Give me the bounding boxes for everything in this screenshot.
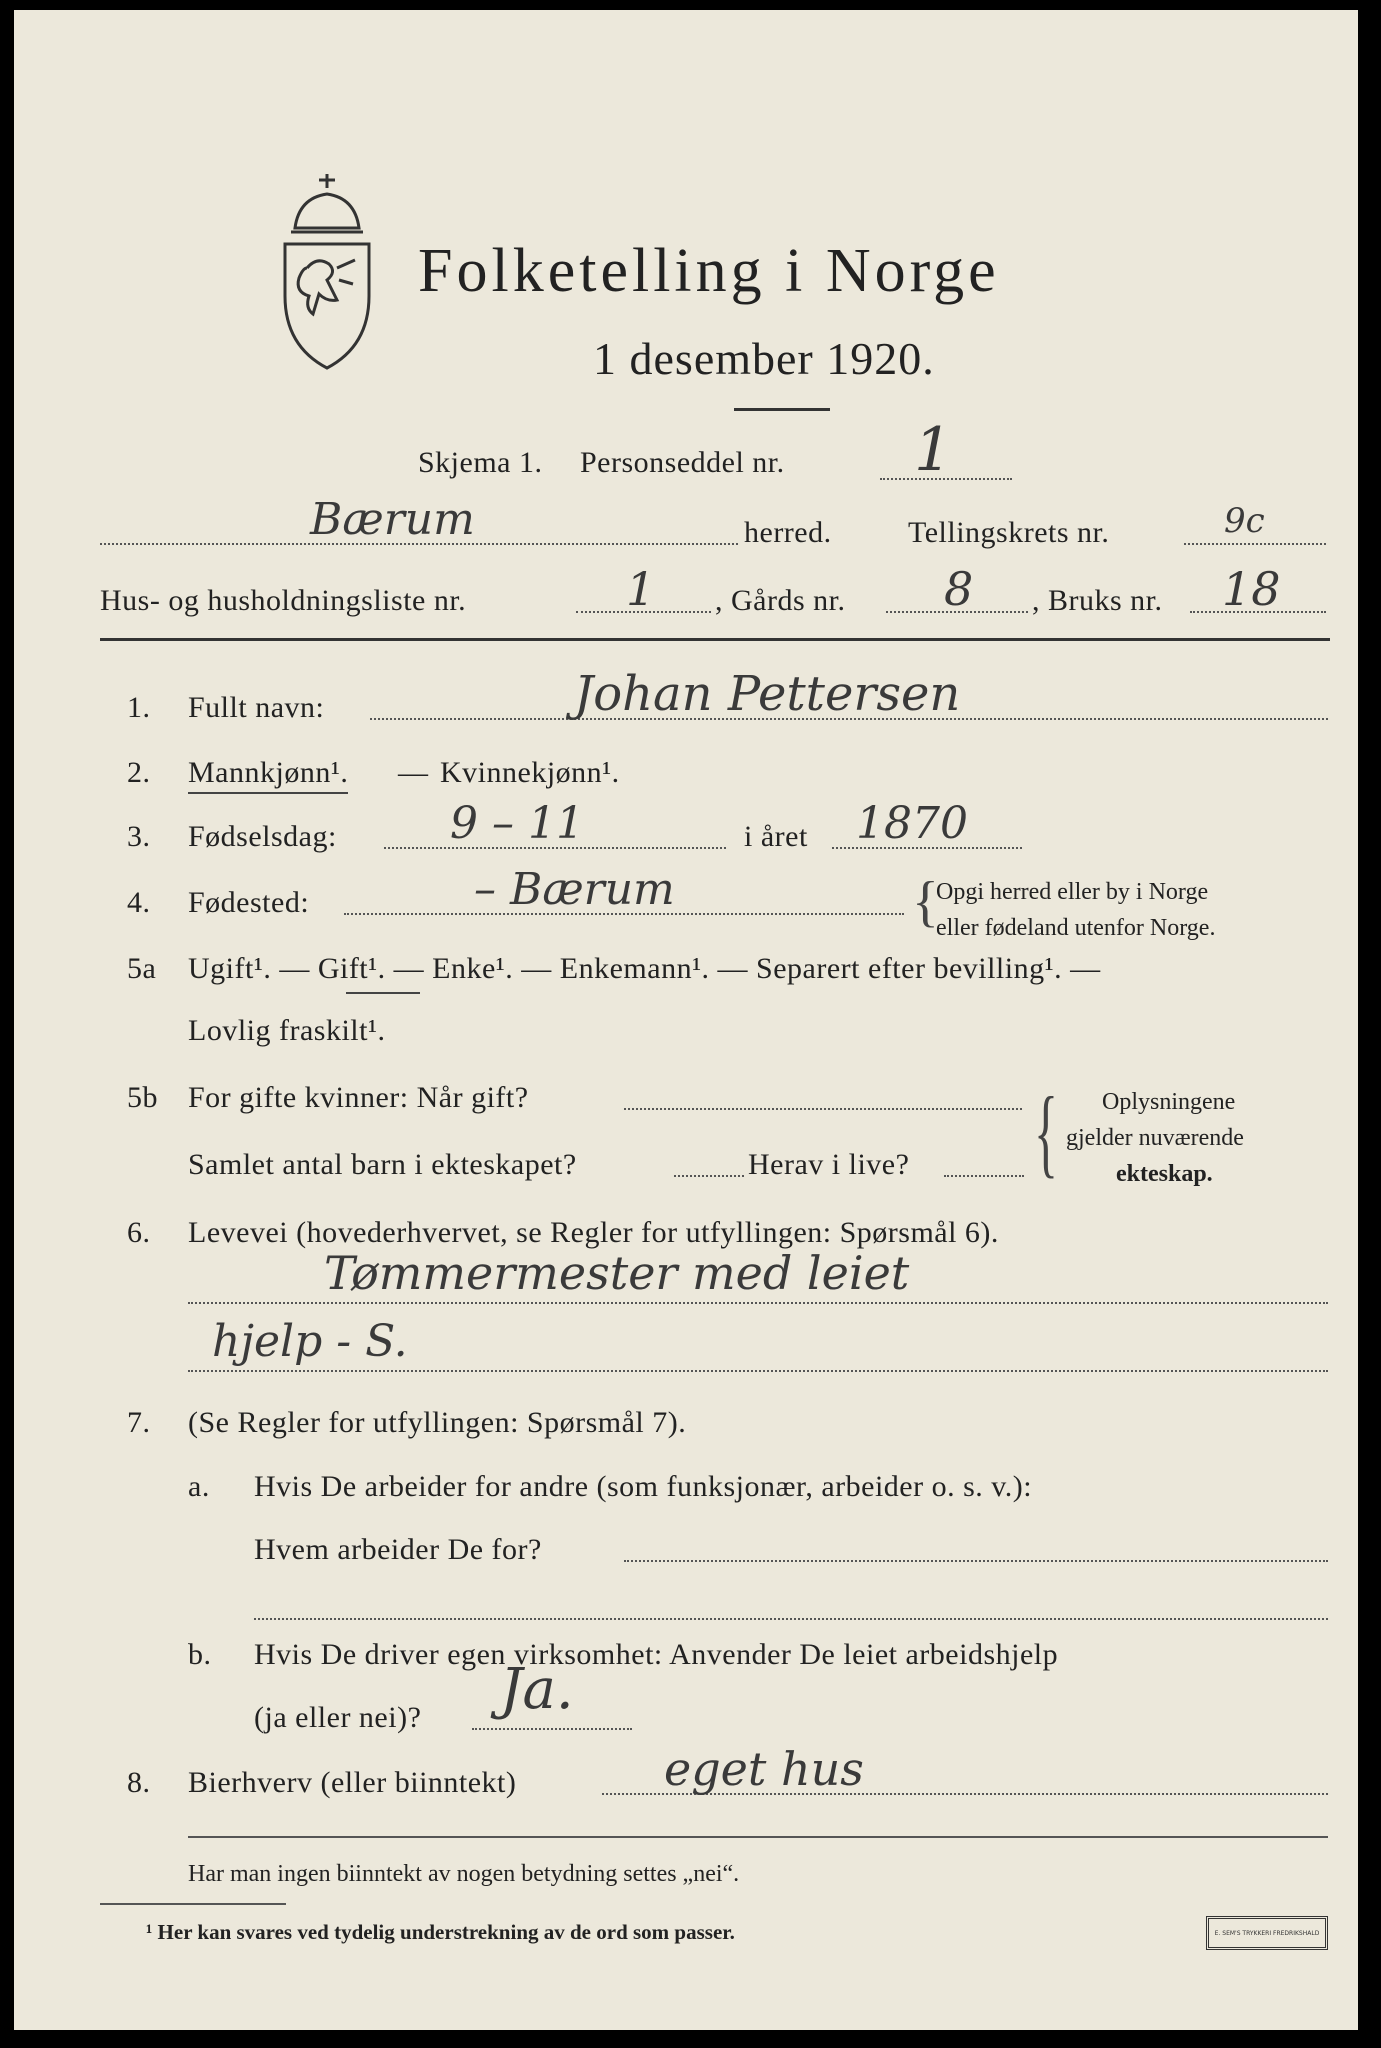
census-form-page (14, 10, 1358, 2030)
personseddel-value: 1 (914, 415, 953, 485)
q5b-line2b: Herav i live? (748, 1148, 910, 1181)
q2-female: Kvinnekjønn¹. (440, 756, 620, 789)
q5b-line2a: Samlet antal barn i ekteskapet? (188, 1148, 577, 1181)
q7a-line1: Hvis De arbeider for andre (som funksjonær, arbeider o. s. v.): (254, 1470, 1033, 1503)
q5b-line1: For gifte kvinner: Når gift? (188, 1081, 529, 1114)
q3-number: 3. (127, 820, 151, 853)
q7b-line2: (ja eller nei)? (254, 1701, 422, 1734)
q5b-alive-line (944, 1175, 1024, 1177)
form-title: Folketelling i Norge (418, 237, 1000, 305)
q5b-children-line (674, 1175, 744, 1177)
q2-number: 2. (127, 756, 151, 789)
q8-value: eget hus (664, 1742, 864, 1796)
census-date: 1 desember 1920. (593, 333, 935, 384)
q4-number: 4. (127, 886, 151, 919)
q6-label: Levevei (hovederhvervet, se Regler for utfyllingen: Spørsmål 6). (188, 1216, 999, 1249)
q5a-gift-underline (346, 992, 420, 994)
gards-value: 8 (944, 562, 974, 616)
printer-stamp-text: E. SEM'S TRYKKERI FREDRIKSHALD (1214, 1929, 1320, 1937)
q6-line1 (188, 1302, 1328, 1304)
bruks-label: , Bruks nr. (1032, 584, 1163, 617)
printer-stamp (1206, 1916, 1328, 1950)
herred-value: Bærum (310, 494, 475, 545)
bruks-value: 18 (1222, 562, 1281, 616)
q7-number: 7. (127, 1406, 151, 1439)
q4-note-bracket: { (912, 871, 939, 933)
q5b-number: 5b (127, 1081, 158, 1114)
q1-value: Johan Pettersen (574, 666, 961, 722)
q5b-note-line3: ekteskap. (1116, 1161, 1213, 1187)
q5a-line1: Ugift¹. — Gift¹. — Enke¹. — Enkemann¹. — Separert efter bevilling¹. — (188, 952, 1101, 985)
q4-note-line1: Opgi herred eller by i Norge (936, 879, 1209, 905)
q8-number: 8. (127, 1766, 151, 1799)
q4-value: – Bærum (474, 864, 675, 915)
personseddel-label: Personseddel nr. (580, 446, 785, 479)
q5a-number: 5a (127, 952, 157, 985)
q7a-employer-line1 (624, 1560, 1328, 1562)
q3-value: 9 – 11 (450, 798, 584, 849)
footnote: ¹ Her kan svares ved tydelig understrekning av de ord som passer. (146, 1920, 735, 1944)
q7b-line1: Hvis De driver egen virksomhet: Anvender De leiet arbeidshjelp (254, 1638, 1059, 1671)
q7b-letter: b. (188, 1638, 212, 1671)
q1-label: Fullt navn: (188, 691, 325, 724)
q2-male: Mannkjønn¹. (188, 758, 348, 794)
q5b-note-line1: Oplysningene (1102, 1089, 1236, 1115)
q2-separator: — (398, 756, 429, 789)
q4-label: Fødested: (188, 886, 310, 919)
q7a-line2: Hvem arbeider De for? (254, 1533, 542, 1566)
q5a-line2: Lovlig fraskilt¹. (188, 1014, 386, 1047)
bottom-rule (188, 1836, 1328, 1838)
q6-line2 (188, 1370, 1328, 1372)
header-divider (100, 638, 1330, 641)
q7b-answer-line (472, 1728, 632, 1730)
hus-label: Hus- og husholdningsliste nr. (100, 584, 467, 617)
q4-note-line2: eller fødeland utenfor Norge. (936, 915, 1216, 941)
q3-label: Fødselsdag: (188, 820, 337, 853)
q6-value1: Tømmermester med leiet (324, 1246, 910, 1300)
q3-year-label: i året (744, 820, 808, 853)
q5b-note-bracket: { (1034, 1076, 1058, 1187)
footnote-rule (100, 1903, 286, 1905)
tellingskrets-label: Tellingskrets nr. (908, 516, 1110, 549)
tellingskrets-value: 9c (1224, 501, 1265, 541)
hus-value: 1 (626, 562, 656, 616)
q7a-letter: a. (188, 1470, 210, 1503)
coat-of-arms-icon (257, 168, 397, 378)
herred-label: herred. (744, 516, 832, 549)
tellingskrets-line (1184, 543, 1326, 545)
q7a-employer-line2 (254, 1618, 1328, 1620)
q5b-married-line (624, 1108, 1022, 1110)
q8-label: Bierhverv (eller biinntekt) (188, 1766, 517, 1799)
q5b-note-line2: gjelder nuværende (1066, 1125, 1244, 1151)
bottom-note: Har man ingen biinntekt av nogen betydning settes „nei“. (188, 1861, 740, 1887)
gards-label: , Gårds nr. (715, 584, 846, 617)
skjema-label: Skjema 1. (418, 446, 543, 479)
q1-number: 1. (127, 691, 151, 724)
q6-number: 6. (127, 1216, 151, 1249)
q7b-value: Ja. (500, 1657, 574, 1722)
title-underline (734, 408, 830, 411)
q7-label: (Se Regler for utfyllingen: Spørsmål 7). (188, 1406, 687, 1439)
q6-value2: hjelp - S. (212, 1316, 408, 1367)
q3-year-value: 1870 (856, 798, 968, 849)
